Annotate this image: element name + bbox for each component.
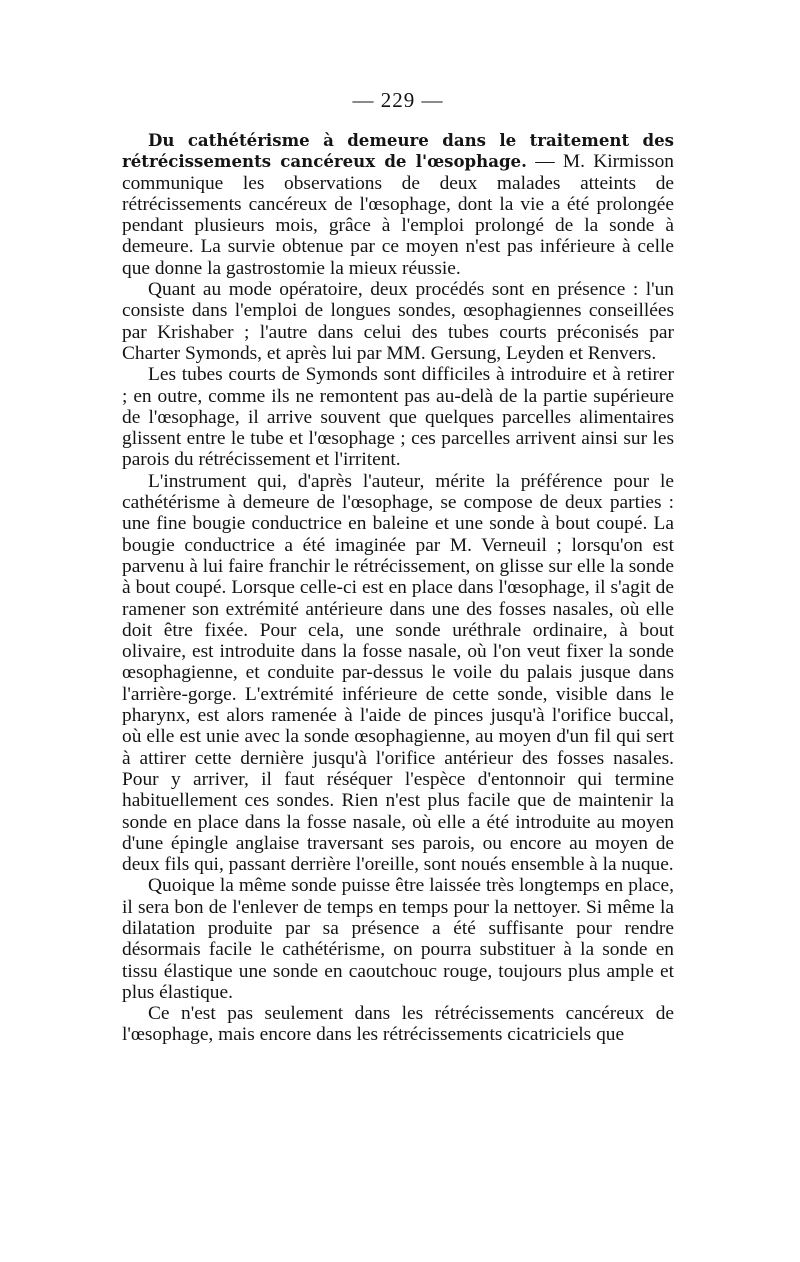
- paragraph-2: Quant au mode opératoire, deux procédés sont en présence : l'un consiste dans l'emploi de longues sondes, œsophagiennes conseillées par Krishaber ; l'autre dans celui des tubes courts préconisés par Charter Symonds, et après lui par MM. Gersung, Leyden et Renvers.: [122, 279, 674, 364]
- paragraph-4: L'instrument qui, d'après l'auteur, mérite la préférence pour le cathétérisme à demeure de l'œsophage, se compose de deux parties : une fine bougie conductrice en baleine et une sonde à bout coupé. La bougie conductrice a été imaginée par M. Verneuil ; lorsqu'on est parvenu à lui faire franchir le rétrécissement, on glisse sur elle la sonde à bout coupé. Lorsque celle-ci est en place dans l'œsophage, il s'agit de ramener son extrémité antérieure dans une des fosses nasales, où elle doit être fixée. Pour cela, une sonde uréthrale ordinaire, à bout olivaire, est introduite dans la fosse nasale, où l'on veut fixer la sonde œsophagienne, et conduite par-dessus le voile du palais jusque dans l'arrière-gorge. L'extrémité inférieure de cette sonde, visible dans le pharynx, est alors ramenée à l'aide de pinces jusqu'à l'orifice buccal, où elle est unie avec la sonde œsophagienne, au moyen d'un fil qui sert à attirer cette dernière jusqu'à l'orifice antérieur des fosses nasales. Pour y arriver, il faut réséquer l'espèce d'entonnoir qui termine habituellement ces sondes. Rien n'est plus facile que de maintenir la sonde en place dans la fosse nasale, où elle a été introduite au moyen d'une épingle anglaise traversant ses parois, ou encore au moyen de deux fils qui, passant derrière l'oreille, sont noués ensemble à la nuque.: [122, 470, 674, 876]
- document-page: [122, 88, 674, 1046]
- paragraph-3: Les tubes courts de Symonds sont difficiles à introduire et à retirer ; en outre, comme ils ne remontent pas au-delà de la partie supérieure de l'œsophage, il arrive souvent que quelques parcelles alimentaires glissent entre le tube et l'œsophage ; ces parcelles arrivent ainsi sur les parois du rétrécissement et l'irritent.: [122, 364, 674, 471]
- article-title: Du cathétérisme à demeure dans le traitement des rétrécissements cancéreux de l'œsophage.: [122, 130, 674, 172]
- paragraph-6: Ce n'est pas seulement dans les rétrécissements cancéreux de l'œsophage, mais encore dans les rétrécissements cicatriciels que: [122, 1003, 674, 1046]
- paragraph-1-text: — M. Kirmisson communique les observations de deux malades atteints de rétrécissements cancéreux de l'œsophage, dont la vie a été prolongée pendant plusieurs mois, grâce à l'emploi prolongé de la sonde à demeure. La survie obtenue par ce moyen n'est pas inférieure à celle que donne la gastrostomie la mieux réussie.: [122, 151, 675, 279]
- paragraph-5: Quoique la même sonde puisse être laissée très longtemps en place, il sera bon de l'enlever de temps en temps pour la nettoyer. Si même la dilatation produite par sa présence a été suffisante pour rendre désormais facile le cathétérisme, on pourra substituer à la sonde en tissu élastique une sonde en caoutchouc rouge, toujours plus ample et plus élastique.: [122, 875, 674, 1003]
- page-number: — 229 —: [352, 88, 444, 112]
- article-body: [122, 130, 674, 1046]
- paragraph-1: [122, 130, 674, 279]
